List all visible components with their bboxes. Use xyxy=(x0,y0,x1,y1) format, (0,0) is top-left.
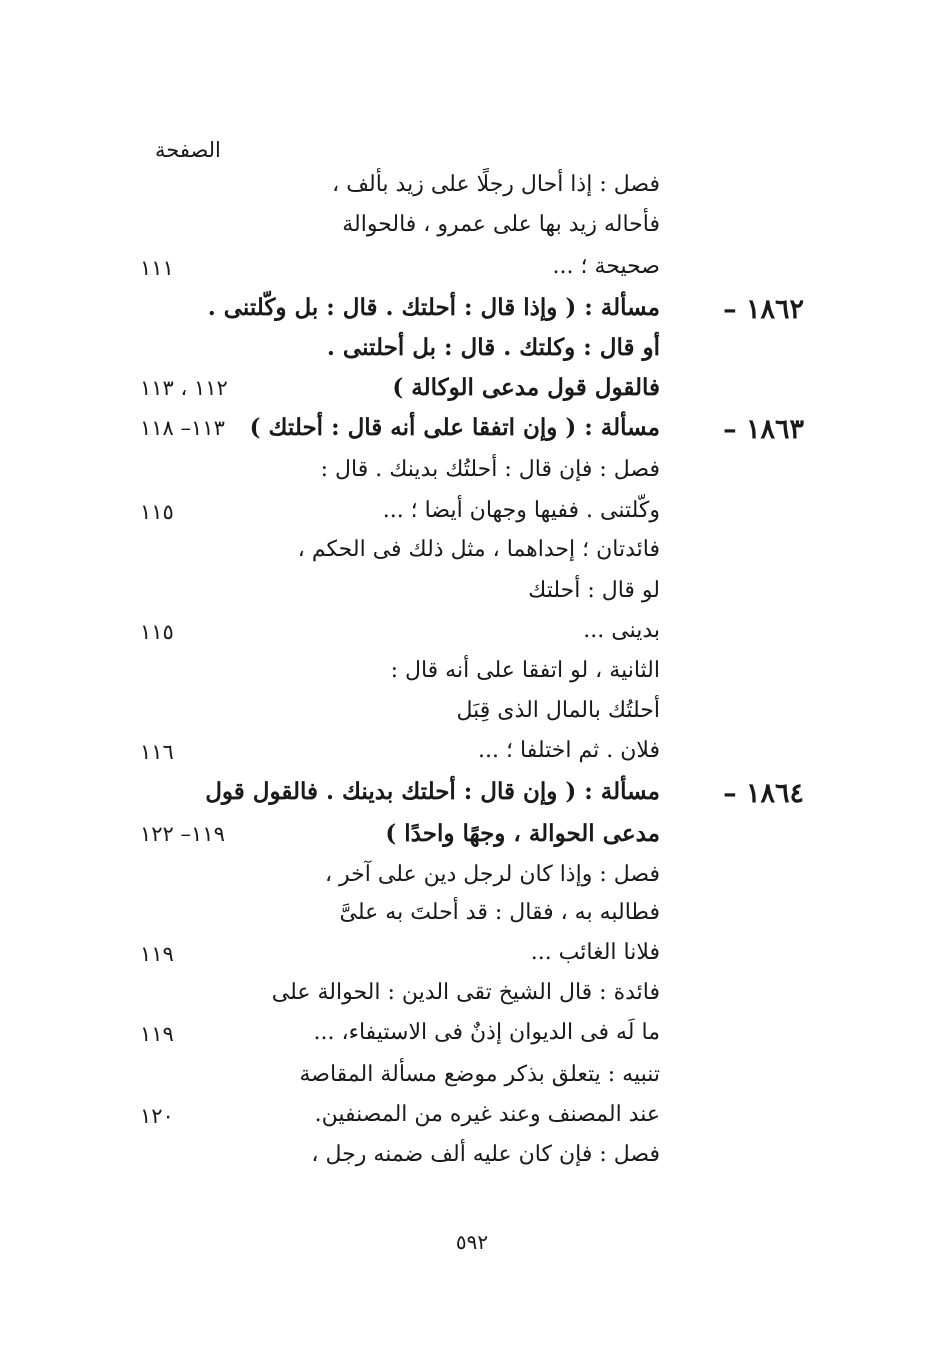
entry-text: فصل : فإن قال : أحلتُك بدينك . قال : xyxy=(320,457,660,482)
entry-text: لو قال : أحلتك xyxy=(528,578,660,603)
index-entry xyxy=(140,940,804,980)
entry-page-ref: ١١٢ ، ١١٣ xyxy=(140,376,228,400)
entry-page-ref: ١١٦ xyxy=(140,740,174,764)
index-entry xyxy=(140,1142,804,1182)
entry-page-ref: ١١٥ xyxy=(140,500,174,524)
entry-page-ref: ١٢٠ xyxy=(140,1104,174,1128)
index-entry xyxy=(140,658,804,698)
entry-text: مسألة : ( وإن قال : أحلتك بدينك . فالقول قول xyxy=(205,778,660,805)
index-entry xyxy=(140,1102,804,1142)
entry-text: مسألة : ( وإن اتفقا على أنه قال : أحلتك ) xyxy=(249,414,660,441)
index-entry xyxy=(140,212,804,252)
index-entry xyxy=(140,862,804,902)
index-entry xyxy=(140,820,804,860)
entry-page-ref: ١١٩ xyxy=(140,942,174,966)
entry-text: فلان . ثم اختلفا ؛ ... xyxy=(478,738,660,763)
entry-text: بدينى ... xyxy=(583,618,660,643)
entry-text: فصل : وإذا كان لرجل دين على آخر ، xyxy=(324,862,660,887)
entry-page-ref: ١١٩– ١٢٢ xyxy=(140,822,225,846)
index-entry xyxy=(140,900,804,940)
index-entry xyxy=(140,172,804,212)
entry-text: فائدتان ؛ إحداهما ، مثل ذلك فى الحكم ، xyxy=(297,537,660,562)
entry-text: مدعى الحوالة ، وجهًا واحدًا ) xyxy=(385,820,660,847)
index-entry xyxy=(140,738,804,778)
index-entry xyxy=(140,414,804,454)
entry-page-ref: ١١٥ xyxy=(140,620,174,644)
page-column-header: الصفحة xyxy=(155,138,221,162)
entry-text: فلانا الغائب ... xyxy=(530,940,660,965)
entry-text: أحلتُك بالمال الذى قِبَل xyxy=(456,698,660,723)
entry-text: الثانية ، لو اتفقا على أنه قال : xyxy=(390,658,660,683)
index-entry xyxy=(140,457,804,497)
index-entry xyxy=(140,537,804,577)
entry-text: وكّلتنى . ففيها وجهان أيضا ؛ ... xyxy=(382,498,660,523)
entry-number: ١٨٦٢ – xyxy=(723,294,804,325)
page-number: ٥٩٢ xyxy=(455,1230,489,1254)
entry-page-ref: ١١٣– ١١٨ xyxy=(140,416,225,440)
index-entry xyxy=(140,1020,804,1060)
entry-number: ١٨٦٤ – xyxy=(723,778,804,809)
index-entry xyxy=(140,498,804,538)
index-entry xyxy=(140,980,804,1020)
entry-text: فأحاله زيد بها على عمرو ، فالحوالة xyxy=(342,212,660,237)
entry-page-ref: ١١٩ xyxy=(140,1022,174,1046)
index-entry xyxy=(140,618,804,658)
entry-text: صحيحة ؛ ... xyxy=(552,254,660,279)
index-entry xyxy=(140,374,804,414)
index-entry xyxy=(140,578,804,618)
entry-text: فصل : إذا أحال رجلًا على زيد بألف ، xyxy=(332,172,660,197)
index-entry xyxy=(140,334,804,374)
entry-text: عند المصنف وعند غيره من المصنفين. xyxy=(314,1102,660,1127)
entry-text: فائدة : قال الشيخ تقى الدين : الحوالة على xyxy=(271,980,660,1005)
entry-text: فطالبه به ، فقال : قد أحلتَ به علىَّ xyxy=(339,900,660,925)
index-entry xyxy=(140,698,804,738)
entry-text: فالقول قول مدعى الوكالة ) xyxy=(392,374,660,401)
entry-page-ref: ١١١ xyxy=(140,256,174,280)
index-entry xyxy=(140,294,804,334)
index-entry xyxy=(140,254,804,294)
entry-number: ١٨٦٣ – xyxy=(723,414,804,445)
index-entry xyxy=(140,778,804,818)
entry-text: تنبيه : يتعلق بذكر موضع مسألة المقاصة xyxy=(299,1062,660,1087)
entry-text: ما لَه فى الديوان إذنٌ فى الاستيفاء، ... xyxy=(313,1020,660,1045)
index-entry xyxy=(140,1062,804,1102)
entry-text: فصل : فإن كان عليه ألف ضمنه رجل ، xyxy=(311,1142,660,1167)
entry-text: مسألة : ( وإذا قال : أحلتك . قال : بل وكّلتنى . xyxy=(207,294,660,321)
entry-text: أو قال : وكلتك . قال : بل أحلتنى . xyxy=(326,334,660,361)
